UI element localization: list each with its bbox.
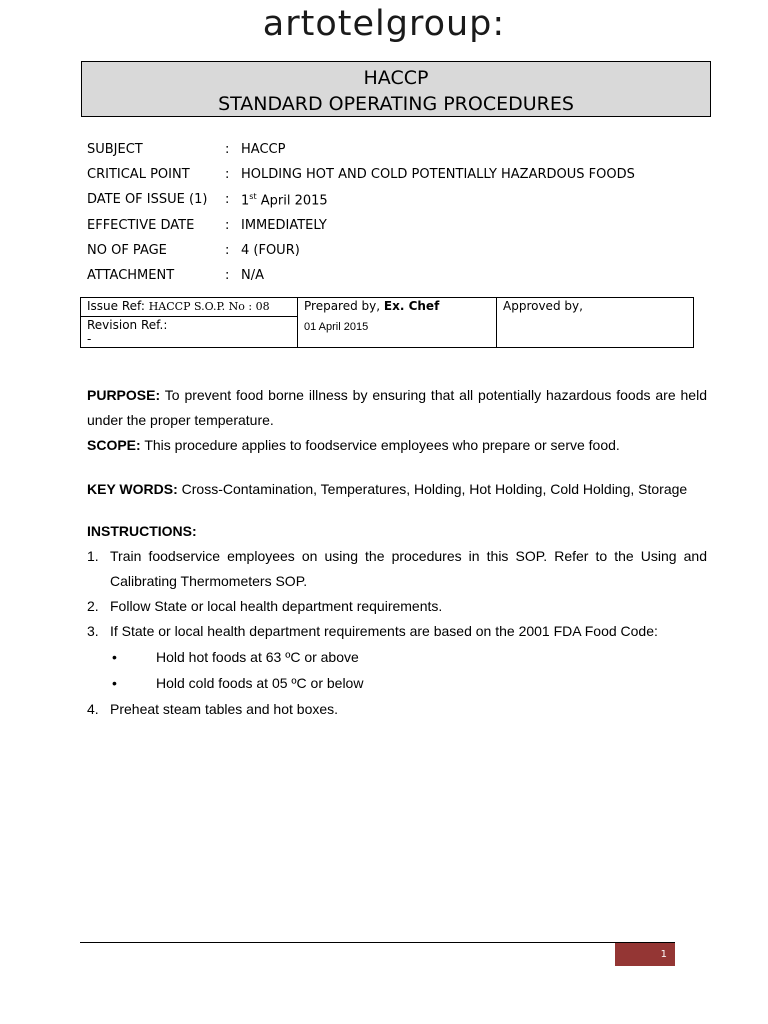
page-number-badge: 1 xyxy=(615,943,675,966)
instructions-heading: INSTRUCTIONS: xyxy=(87,523,197,539)
meta-row-date-of-issue xyxy=(87,187,707,212)
instruction-text: Preheat steam tables and hot boxes. xyxy=(110,701,339,717)
meta-colon: : xyxy=(225,142,230,158)
instruction-item xyxy=(87,697,707,722)
issue-ref-cell xyxy=(81,298,298,317)
revision-ref-cell xyxy=(81,317,298,348)
scope-text: This procedure applies to foodservice employees who prepare or serve food. xyxy=(144,437,620,453)
date-day: 1 xyxy=(241,193,250,209)
title-line-1: HACCP xyxy=(363,67,429,89)
meta-value: N/A xyxy=(241,268,264,284)
meta-value: HOLDING HOT AND COLD POTENTIALLY HAZARDOUS FOODS xyxy=(241,167,635,183)
bullet-dot: • xyxy=(112,675,117,691)
meta-label: ATTACHMENT xyxy=(87,268,175,284)
meta-colon: : xyxy=(225,268,230,284)
approved-by-label: Approved by, xyxy=(503,299,583,313)
footer-divider xyxy=(80,942,675,943)
meta-colon: : xyxy=(225,217,230,233)
instruction-text: Follow State or local health department requirements. xyxy=(110,598,443,614)
bullet-text: Hold hot foods at 63 ºC or above xyxy=(156,649,359,665)
revision-ref-label: Revision Ref.: xyxy=(87,318,168,332)
purpose-text: To prevent food borne illness by ensuring that all potentially hazardous foods are held under the proper temperature. xyxy=(87,387,707,428)
instruction-number: 2. xyxy=(87,598,99,614)
issue-ref-label: Issue Ref: xyxy=(87,299,145,313)
prepared-date: 01 April 2015 xyxy=(304,321,369,333)
meta-value: IMMEDIATELY xyxy=(241,217,327,233)
instruction-text: Train foodservice employees on using the procedures in this SOP. Refer to the Using and Calibrating Thermometers SOP. xyxy=(110,548,707,589)
document-title-box xyxy=(81,61,711,117)
purpose-paragraph xyxy=(87,383,707,433)
instruction-number: 3. xyxy=(87,623,99,639)
metadata-list xyxy=(87,137,707,288)
meta-label: EFFECTIVE DATE xyxy=(87,217,195,233)
revision-ref-value: - xyxy=(87,332,92,346)
meta-label: CRITICAL POINT xyxy=(87,167,190,183)
instruction-item xyxy=(87,619,707,644)
company-logo: artotelgroup: xyxy=(262,4,506,44)
meta-colon: : xyxy=(225,167,230,183)
prepared-by-value: Ex. Chef xyxy=(383,299,440,313)
keywords-label: KEY WORDS: xyxy=(87,481,178,497)
instruction-number: 4. xyxy=(87,701,99,717)
meta-value: HACCP xyxy=(241,142,286,158)
meta-row-attachment xyxy=(87,263,707,288)
instruction-text: If State or local health department requirements are based on the 2001 FDA Food Code: xyxy=(110,623,658,639)
meta-row-effective-date xyxy=(87,213,707,238)
date-month-year: April 2015 xyxy=(256,193,328,209)
reference-table xyxy=(80,297,694,348)
meta-colon: : xyxy=(225,192,230,208)
meta-row-no-of-page xyxy=(87,238,707,263)
prepared-by-cell xyxy=(298,298,497,348)
instruction-number: 1. xyxy=(87,548,99,564)
meta-row-subject xyxy=(87,137,707,162)
title-line-2: STANDARD OPERATING PROCEDURES xyxy=(218,93,574,115)
date-ordinal: st xyxy=(249,191,257,201)
meta-colon: : xyxy=(225,242,230,258)
keywords-paragraph xyxy=(87,477,707,502)
meta-row-critical-point xyxy=(87,162,707,187)
issue-ref-value: HACCP S.O.P. No : 08 xyxy=(148,300,270,313)
approved-by-cell xyxy=(497,298,694,348)
bullet-dot: • xyxy=(112,649,117,665)
scope-paragraph xyxy=(87,433,707,458)
meta-value xyxy=(241,192,328,208)
keywords-text: Cross-Contamination, Temperatures, Holding, Hot Holding, Cold Holding, Storage xyxy=(181,481,688,497)
instruction-item xyxy=(87,544,707,594)
meta-label: NO OF PAGE xyxy=(87,242,167,258)
bullet-text: Hold cold foods at 05 ºC or below xyxy=(156,675,364,691)
meta-value: 4 (FOUR) xyxy=(241,242,300,258)
purpose-label: PURPOSE: xyxy=(87,387,161,403)
meta-label: DATE OF ISSUE (1) xyxy=(87,192,208,208)
instruction-item xyxy=(87,594,707,619)
meta-label: SUBJECT xyxy=(87,142,143,158)
scope-label: SCOPE: xyxy=(87,437,141,453)
prepared-by-label: Prepared by, xyxy=(304,299,381,313)
